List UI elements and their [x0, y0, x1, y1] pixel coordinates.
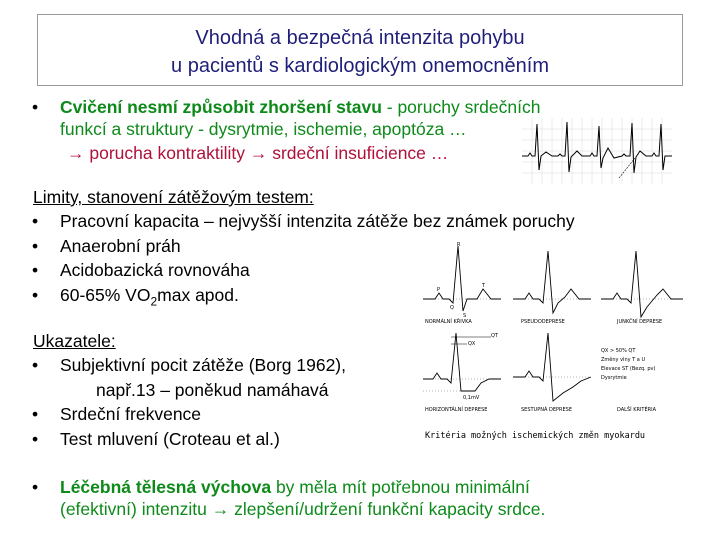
label-qx: QX — [468, 341, 476, 347]
wave-label-p: P — [437, 287, 441, 293]
bullet: • — [32, 355, 39, 375]
vo2-post: max apod. — [157, 285, 239, 305]
wave-label-t: T — [482, 283, 486, 289]
vo2-pre: 60-65% VO — [60, 285, 151, 305]
criterion: Dysrytmie — [601, 375, 627, 381]
vo2-sub: 2 — [150, 294, 158, 309]
wave-label-s: S — [463, 313, 467, 319]
section1-bold: Cvičení nesmí způsobit zhoršení stavu — [60, 97, 382, 117]
indicators-heading: Ukazatele: — [33, 331, 116, 351]
limit-item: Anaerobní práh — [60, 236, 181, 256]
section1-rest: - poruchy srdečních — [381, 97, 541, 117]
bullet: • — [32, 429, 39, 449]
indicator-item: Test mluvení (Croteau et al.) — [60, 429, 280, 449]
section1-line2: funkcí a struktury - dysrytmie, ischemie, apoptóza … — [60, 119, 467, 139]
label-junction: JUNKČNÍ DEPRESE — [617, 319, 663, 325]
criterion: Elevace ST (Bezq. pv) — [601, 366, 656, 372]
limit-item-vo2 — [60, 283, 239, 314]
section4-bold: Léčebná tělesná výchova — [60, 477, 272, 497]
ecg-criteria-diagram — [421, 241, 702, 449]
bullet: • — [32, 260, 39, 280]
limit-item: Pracovní kapacita – nejvyšší intenzita zátěže bez známek poruchy — [60, 211, 575, 231]
bullet: • — [32, 211, 39, 231]
wave-label-q: Q — [450, 305, 454, 311]
wave-label-r: R — [457, 242, 461, 248]
limits-heading: Limity, stanovení zátěžovým testem: — [33, 187, 314, 207]
title-box — [37, 14, 683, 86]
section1-line1 — [60, 95, 540, 119]
section4-line1 — [60, 475, 530, 499]
section1-line3: → porucha kontraktility → srdeční insuficience … — [67, 143, 449, 163]
label-normal: NORMÁLNÍ KŘIVKA — [425, 319, 472, 325]
ecg-strip-image — [522, 118, 672, 184]
criterion: Změny vlny T a U — [601, 357, 646, 363]
section4-line2: (efektivní) intenzitu → zlepšení/udržení funkční kapacity srdce. — [60, 499, 546, 519]
label-pseudo: PSEUDODEPRESE — [521, 319, 565, 325]
section4-rest: by měla mít potřebnou minimální — [271, 477, 530, 497]
limit-item: Acidobazická rovnováha — [60, 260, 250, 280]
bullet: • — [32, 97, 39, 117]
criterion: QX > 50% QT — [601, 348, 636, 354]
bullet: • — [32, 236, 39, 256]
label-qt: QT — [491, 333, 498, 339]
bullet: • — [32, 404, 39, 424]
label-horizontal: HORIZONTÁLNÍ DEPRESE — [425, 407, 488, 413]
diagram-caption: Kritéria možných ischemických změn myokardu — [425, 431, 646, 441]
indicator-item: Srdeční frekvence — [60, 404, 202, 424]
label-other: DALŠÍ KRITÉRIA — [617, 407, 657, 413]
title-line-1: Vhodná a bezpečná intenzita pohybu — [195, 27, 525, 49]
label-mv: 0,1mV — [463, 395, 480, 401]
bullet: • — [32, 477, 39, 497]
label-sloping: SESTUPNÁ DEPRESE — [521, 407, 572, 413]
bullet: • — [32, 285, 39, 305]
title-line-2: u pacientů s kardiologickým onemocněním — [171, 55, 549, 77]
indicator-item: Subjektivní pocit zátěže (Borg 1962), — [60, 355, 346, 375]
indicator-item-cont: např.13 – poněkud namáhavá — [96, 380, 329, 400]
